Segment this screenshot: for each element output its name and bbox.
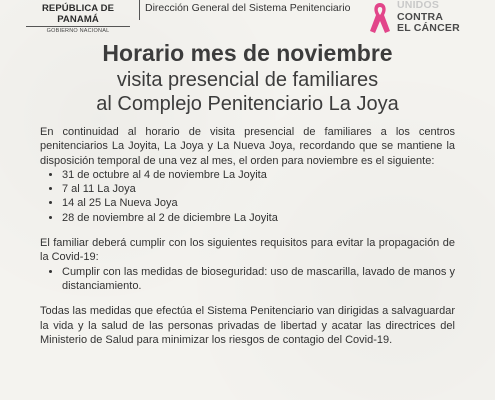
directorate-name: Dirección General del Sistema Penitenciario <box>145 2 351 14</box>
intro-paragraph: En continuidad al horario de visita presencial de familiares a los centros penitenciarios La Joyita, La Joya y La Nueva Joya, recordando que se mantiene la disposición temporal de una vez al mes, el orden para noviembre es el siguiente: <box>40 126 455 167</box>
campaign-line-3: EL CÁNCER <box>397 22 460 34</box>
schedule-item: • 7 al 11 La Joya <box>62 182 455 196</box>
header-divider <box>139 0 140 20</box>
requirements-intro: El familiar deberá cumplir con los siguientes requisitos para evitar la propagación de la Covid-19: <box>40 237 455 264</box>
government-logo-block <box>20 0 136 35</box>
page-header <box>0 0 495 34</box>
spacer <box>40 293 455 304</box>
schedule-item: • 28 de noviembre al 2 de diciembre La Joyita <box>62 211 455 225</box>
pink-ribbon-icon <box>367 0 393 36</box>
schedule-item: • 31 de octubre al 4 de noviembre La Joyita <box>62 168 455 182</box>
requirement-item: • Cumplir con las medidas de bioseguridad: uso de mascarilla, lavado de manos y distanciamiento. <box>62 265 455 294</box>
closing-paragraph: Todas las medidas que efectúa el Sistema Penitenciario van dirigidas a salvaguardar la vida y la salud de las personas privadas de libertad y acatar las directrices del Ministerio de Salud para minimizar los riesgos de contagio del Covid-19. <box>40 305 455 346</box>
page-subtitle-line-1: visita presencial de familiares <box>116 69 379 91</box>
announcement-body <box>40 125 455 347</box>
government-divider <box>26 26 130 27</box>
schedule-item: • 14 al 25 La Nueva Joya <box>62 196 455 210</box>
campaign-line-2: CONTRA <box>397 10 444 23</box>
campaign-label <box>397 0 477 35</box>
government-title: REPÚBLICA DE PANAMÁ <box>41 3 115 25</box>
spacer <box>40 225 455 236</box>
requirements-list <box>40 265 455 294</box>
government-subtitle: GOBIERNO NACIONAL <box>46 28 110 34</box>
schedule-list <box>40 168 455 225</box>
page-subtitle-line-2: al Complejo Penitenciario La Joya <box>96 93 399 115</box>
page-title: Horario mes de noviembre <box>102 40 393 66</box>
campaign-line-1: UNIDOS <box>397 0 440 11</box>
